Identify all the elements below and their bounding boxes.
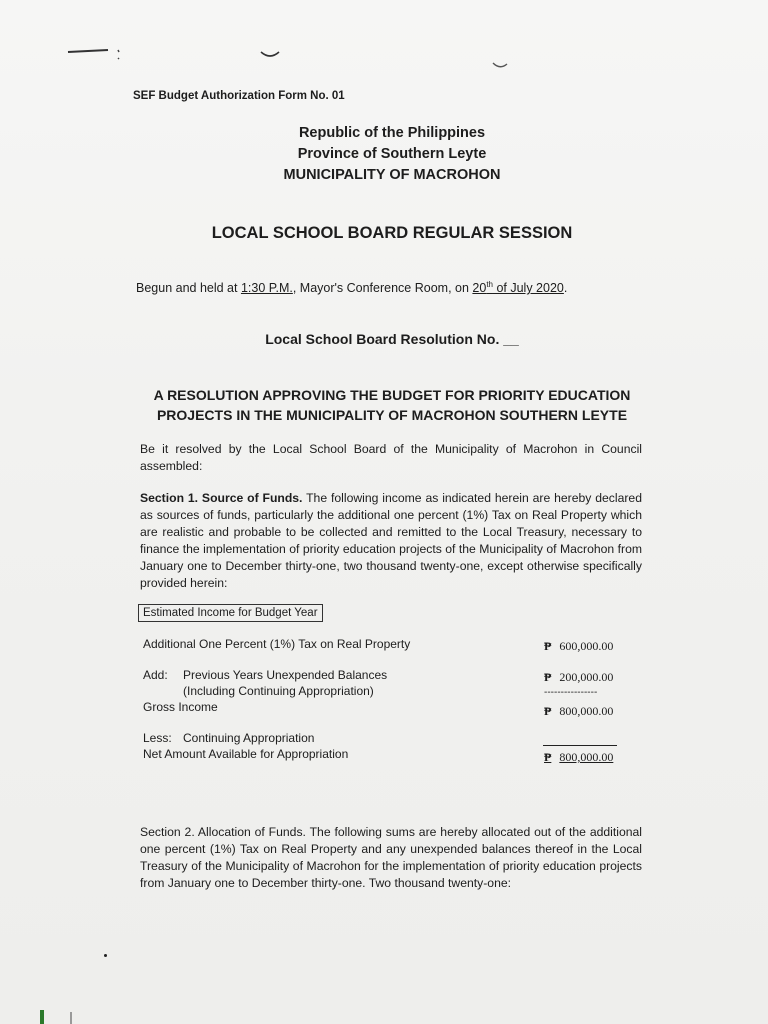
header-municipality: MUNICIPALITY OF MACROHON	[283, 167, 501, 183]
header-province: Province of Southern Leyte	[297, 146, 487, 162]
scan-mark-icon	[490, 58, 514, 72]
scan-mark-icon	[258, 48, 282, 62]
income-row-label: Additional One Percent (1%) Tax on Real Property	[143, 637, 411, 651]
less-item: Continuing Appropriation	[183, 731, 315, 745]
less-label: Less:	[143, 731, 172, 745]
resolution-title: A RESOLUTION APPROVING THE BUDGET FOR PRIORITY EDUCATION PROJECTS IN THE MUNICIPALITY OF MACROHON SOUTHERN LEYTE	[153, 387, 631, 423]
section-1-body: The following income as indicated herein are hereby declared as sources of funds, particularly the additional one percent (1%) Tax on Real Property which are realistic and probable to be collected and remitted to the Local Treasury, necessary to finance the implementation of priority education projects of the Municipality of Macrohon from January one to December thirty-one, two thousand twenty-one, except otherwise specifically provided herein:	[140, 491, 642, 590]
session-details: Begun and held at 1:30 P.M., Mayor's Conference Room, on 20th of July 2020.	[136, 280, 568, 296]
total-rule	[543, 745, 617, 746]
section-2-paragraph: Section 2. Allocation of Funds. The following sums are hereby allocated out of the additional one percent (1%) Tax on Real Property and any unexpended balances thereof in the Local Treasury of the Municipality of Macrohon for the implementation of priority education projects from January one to December thirty-one. Two thousand twenty-one:	[140, 825, 642, 890]
resolution-number: Local School Board Resolution No. __	[265, 331, 519, 347]
net-amount-label: Net Amount Available for Appropriation	[143, 747, 349, 761]
net-amount-value: ₱ 800,000.00	[544, 750, 614, 764]
session-title: LOCAL SCHOOL BOARD REGULAR SESSION	[211, 224, 573, 242]
dot-mark	[104, 954, 107, 957]
scan-edge	[70, 1012, 72, 1024]
income-row-amount: ₱ 600,000.00	[544, 639, 614, 653]
header-republic: Republic of the Philippines	[298, 125, 486, 141]
scan-mark-icon	[66, 44, 126, 70]
sum-dashes: ----------------	[544, 687, 598, 698]
begun-prefix: Begun and held at	[136, 281, 241, 296]
estimated-income-label: Estimated Income for Budget Year	[138, 604, 323, 622]
add-item-1: Previous Years Unexpended Balances	[183, 668, 388, 682]
gross-income-label: Gross Income	[143, 700, 218, 714]
add-label: Add:	[143, 668, 168, 682]
gross-income-amount: ₱ 800,000.00	[544, 704, 614, 718]
add-item-2: (Including Continuing Appropriation)	[183, 684, 374, 698]
form-number: SEF Budget Authorization Form No. 01	[133, 90, 345, 102]
add-amount: ₱ 200,000.00	[544, 670, 614, 684]
section-1-heading: Section 1. Source of Funds.	[140, 491, 303, 505]
session-time: 1:30 P.M.	[240, 281, 293, 296]
intro-paragraph: Be it resolved by the Local School Board of the Municipality of Macrohon in Council assembled:	[140, 442, 642, 473]
scan-edge	[40, 1010, 44, 1024]
session-date: 20th of July 2020	[472, 280, 564, 296]
begun-middle: , Mayor's Conference Room, on	[292, 281, 473, 296]
section-1-paragraph	[140, 490, 642, 592]
